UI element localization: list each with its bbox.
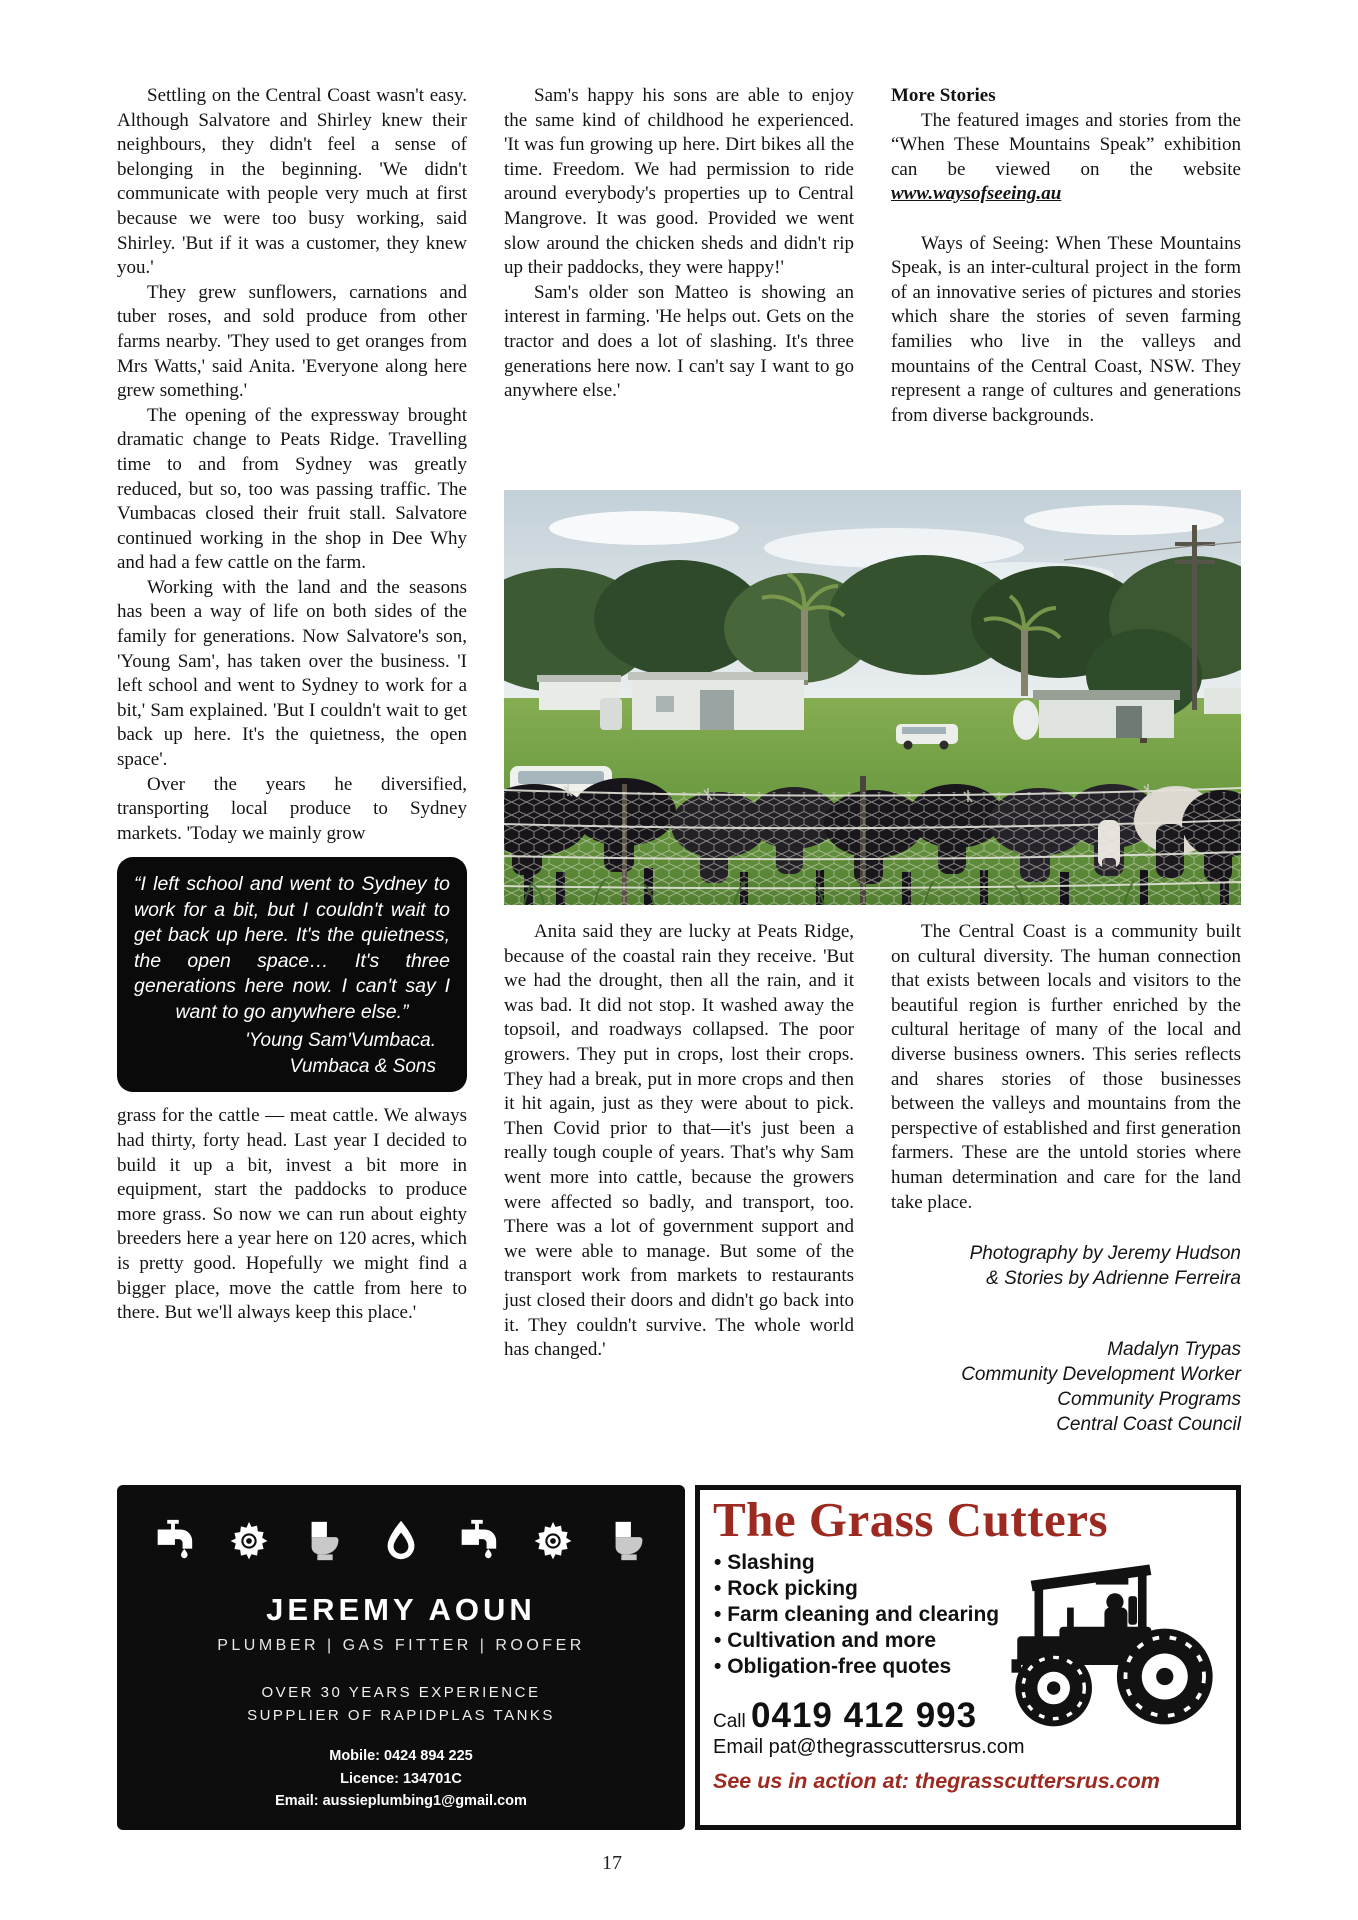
pull-quote-box [117, 857, 467, 1092]
pull-quote-text: “I left school and went to Sydney to work for a bit, but I couldn't wait to get back up here. It's the quietness, the open space… It's three generations here now. I can't say I want to go anywhere else.” [134, 873, 450, 1023]
signoff-org: Central Coast Council [1056, 1414, 1241, 1436]
plumber-mobile: Mobile: 0424 894 225 [329, 1748, 473, 1764]
paragraph: Over the years he diversified, transporting local produce to Sydney markets. 'Today we mainly grow [117, 773, 467, 844]
service-item: • Slashing [714, 1551, 815, 1574]
column-3-top [891, 84, 1241, 428]
grass-cutters-phone: 0419 412 993 [751, 1696, 978, 1735]
plumber-contact [117, 1745, 685, 1813]
website-link[interactable]: www.waysofseeing.au [891, 183, 1062, 205]
column-1 [117, 84, 467, 1326]
paragraph: Settling on the Central Coast wasn't easy. Although Salvatore and Shirley knew their neighbours, they didn't feel a sense of belonging in the beginning. 'We didn't communicate with people very much at first because we were too busy working, said Shirley. 'But if it was a customer, they knew you.' [117, 85, 467, 279]
signoff-block [891, 1337, 1241, 1437]
more-stories-heading: More Stories [891, 85, 996, 106]
paragraph: Sam's older son Matteo is showing an interest in farming. 'He helps out. Gets on the tractor and does a lot of slashing. It's three generations here now. I can't say I want to go anywhere else.' [504, 281, 854, 402]
stories-credit: & Stories by Adrienne Ferreira [986, 1268, 1241, 1290]
service-label: Cultivation and more [727, 1629, 937, 1652]
signoff-team: Community Programs [1057, 1389, 1241, 1411]
grass-cutters-website-cta[interactable]: See us in action at: thegrasscuttersrus.com [713, 1769, 1160, 1793]
service-label: Rock picking [727, 1577, 858, 1600]
signoff-role: Community Development Worker [961, 1364, 1241, 1386]
service-label: Obligation-free quotes [727, 1655, 952, 1678]
pull-quote-attribution: 'Young Sam'Vumbaca. [245, 1030, 436, 1052]
paragraph: The opening of the expressway brought dramatic change to Peats Ridge. Travelling time to and from Sydney was greatly reduced, but so, too was passing traffic. The Vumbacas closed their fruit stall. Salvatore continued working in the shop in Dee Why and had a few cattle on the farm. [117, 404, 467, 574]
paragraph-text: The featured images and stories from the “When These Mountains Speak” exhibition can be viewed on the website [891, 109, 1241, 180]
paragraph: Working with the land and the seasons has been a way of life on both sides of the family for generations. Now Salvatore's son, 'Young Sam', has taken over the business. 'I left school and went to Sydney to work for a bit,' Sam explained. 'But I couldn't wait to get back up here. It's the quietness, the open space'. [117, 576, 467, 771]
plumber-name: JEREMY AOUN [266, 1592, 536, 1627]
paragraph: The Central Coast is a community built on cultural diversity. The human connection that exists between locals and visitors to the beautiful region is further enriched by the cultural heritage of many of the local and diverse business owners. This series reflects and shares stories of those businesses between the valleys and mountains from the perspective of established and first generation farmers. These are the untold stories where human determination and care for the land take place. [891, 921, 1241, 1213]
paragraph [891, 109, 1241, 207]
tap-icon [454, 1518, 500, 1564]
paragraph: Anita said they are lucky at Peats Ridge, because of the coastal rain they receive. 'But we had the drought, then all the rain, and it was bad. It did not stop. It washed away the topsoil, and roadways collapsed. The poor growers. They put in crops, lost their crops. They had a break, put in more crops and then it hit again, just as they were about to pick. Then Covid prior to that—it's just been a really tough couple of years. That's why Sam went more into cattle, because the growers were affected so badly, and transport, too. There was a lot of government support and we were able to manage. But some of the transport work from markets to restaurants just closed their doors and didn't go back into it. They couldn't survive. The whole world has changed.' [504, 921, 854, 1361]
paragraph: They grew sunflowers, carnations and tuber roses, and sold produce from other farms nearby. 'They used to get oranges from Mrs Watts,' said Anita. 'Everyone along here grew something.' [117, 281, 467, 402]
service-label: Farm cleaning and clearing [727, 1603, 1000, 1626]
experience-line: OVER 30 YEARS EXPERIENCE [261, 1684, 541, 1701]
plumber-email: Email: aussieplumbing1@gmail.com [275, 1793, 527, 1809]
toilet-icon [302, 1518, 348, 1564]
call-label: Call [713, 1711, 752, 1732]
service-item: • Obligation-free quotes [714, 1655, 952, 1678]
grass-cutters-title: The Grass Cutters [713, 1492, 1109, 1547]
paragraph: grass for the cattle — meat cattle. We always had thirty, forty head. Last year I decided to build it up a bit, invest a bit more in equipment, start the paddocks to produce more grass. So now we can run about eighty breeders here a year here on 120 acres, which is pretty good. Hopefully we might find a bigger place, move the cattle from here to there. But we'll always keep this place.' [117, 1105, 467, 1324]
service-item: • Cultivation and more [714, 1629, 937, 1652]
service-item: • Rock picking [714, 1577, 858, 1600]
plumber-roles: PLUMBER | GAS FITTER | ROOFER [217, 1637, 585, 1654]
water-drop-icon [378, 1518, 424, 1564]
supplier-line: SUPPLIER OF RAPIDPLAS TANKS [247, 1707, 555, 1724]
gear-icon [226, 1518, 272, 1564]
gear-icon [530, 1518, 576, 1564]
grass-cutters-ad [695, 1485, 1241, 1830]
plumbing-icons-row [117, 1485, 685, 1564]
tap-icon [150, 1518, 196, 1564]
grass-cutters-services [714, 1550, 1024, 1680]
service-label: Slashing [727, 1551, 815, 1574]
column-3-bottom [891, 920, 1241, 1437]
paragraph: Ways of Seeing: When These Mountains Speak, is an inter-cultural project in the form of an innovative series of pictures and stories which share the stories of seven farming families who live in the valleys and mountains of the Central Coast, NSW. They represent a range of cultures and generations from diverse backgrounds. [891, 232, 1241, 426]
pull-quote-company: Vumbaca & Sons [289, 1055, 436, 1077]
column-2-bottom [504, 920, 854, 1363]
paragraph: Sam's happy his sons are able to enjoy the same kind of childhood he experienced. 'It was fun growing up here. Dirt bikes all the time. Freedom. We had permission to ride around everybody's properties up to Central Mangrove. It was good. Provided we went slow around the chicken sheds and didn't rip up their paddocks, they were happy!' [504, 85, 854, 279]
service-item: • Farm cleaning and clearing [714, 1603, 1000, 1626]
tractor-icon [1000, 1552, 1228, 1734]
grass-cutters-email: Email pat@thegrasscuttersrus.com [713, 1736, 1025, 1758]
column-2-top [504, 84, 854, 404]
page-number: 17 [602, 1852, 622, 1874]
signoff-name: Madalyn Trypas [1107, 1339, 1241, 1361]
plumber-licence: Licence: 134701C [340, 1770, 462, 1787]
cattle-photo [504, 490, 1241, 905]
toilet-icon [606, 1518, 652, 1564]
plumber-ad [117, 1485, 685, 1830]
plumber-experience [117, 1681, 685, 1727]
photography-credit: Photography by Jeremy Hudson [969, 1243, 1241, 1265]
